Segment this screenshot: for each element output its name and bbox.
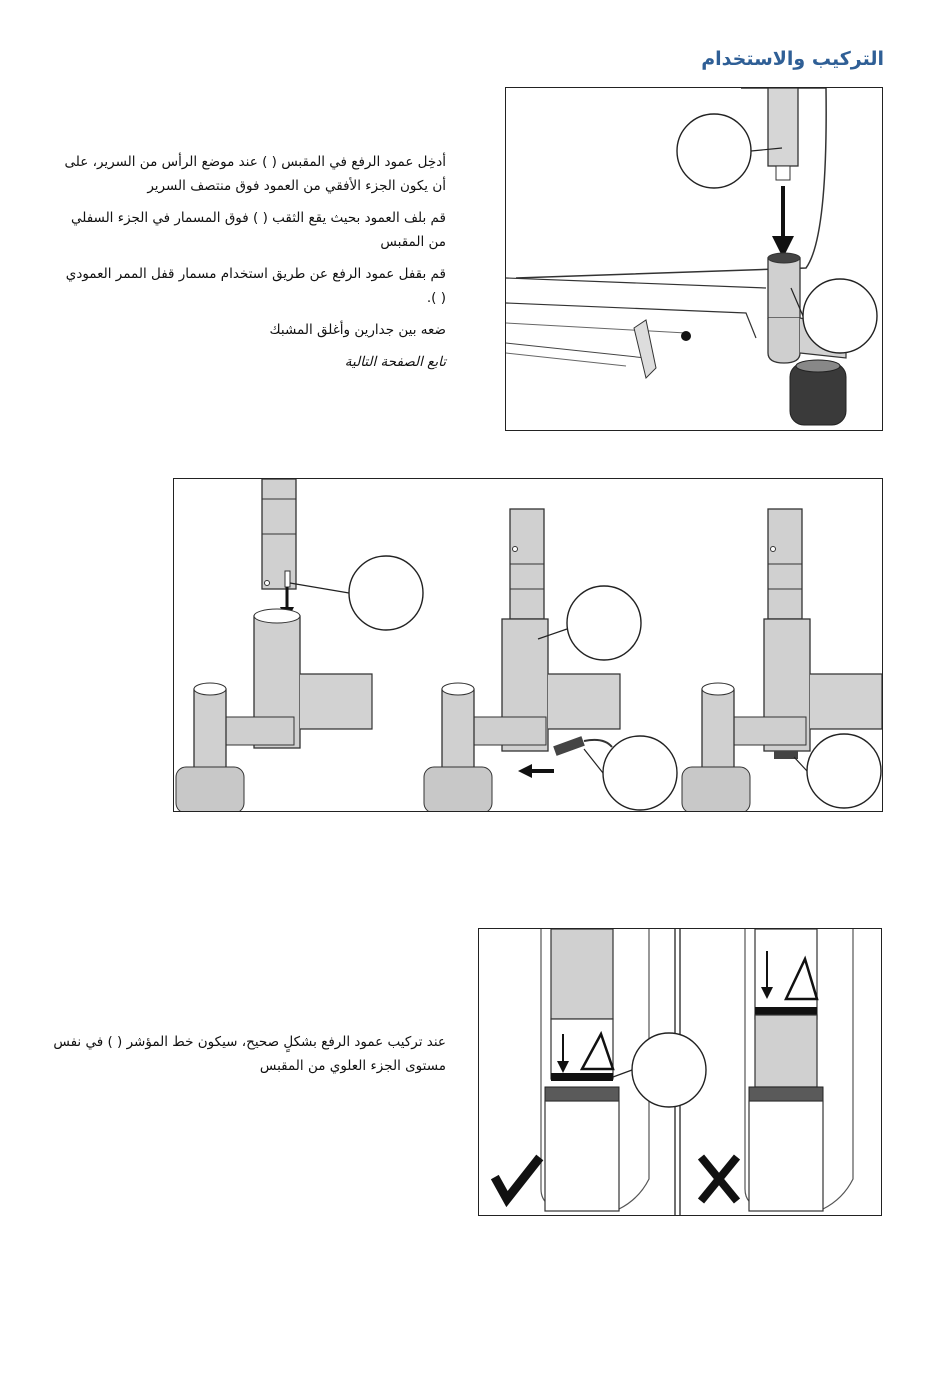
figure-indicator-check (478, 928, 882, 1216)
step-1: أدخِل عمود الرفع في المقبس ( ) عند موضع الرأس من السرير، على أن يكون الجزء الأفقي من العمود فوق منتصف السرير (64, 154, 446, 194)
indicator-note: عند تركيب عمود الرفع بشكلٍ صحيح، سيكون خط المؤشر ( ) في نفس مستوى الجزء العلوي من المقبس (53, 1034, 446, 1074)
continued-label: تابع الصفحة التالية (344, 354, 446, 370)
figure-insert-pole (505, 87, 883, 431)
page-title: التركيب والاستخدام (701, 48, 884, 70)
step-4: ضعه بين جدارين وأغلق المشبك (269, 322, 446, 338)
cross-mark-icon (701, 1157, 737, 1201)
step-3: قم بقفل عمود الرفع عن طريق استخدام مسمار قفل الممر العمودي ( ). (65, 266, 446, 306)
step-2: قم بلف العمود بحيث يقع الثقب ( ) فوق المسمار في الجزء السفلي من المقبس (70, 210, 446, 250)
figure-lock-sequence (173, 478, 883, 812)
instruction-steps (60, 150, 446, 382)
check-mark-icon (497, 1161, 537, 1199)
